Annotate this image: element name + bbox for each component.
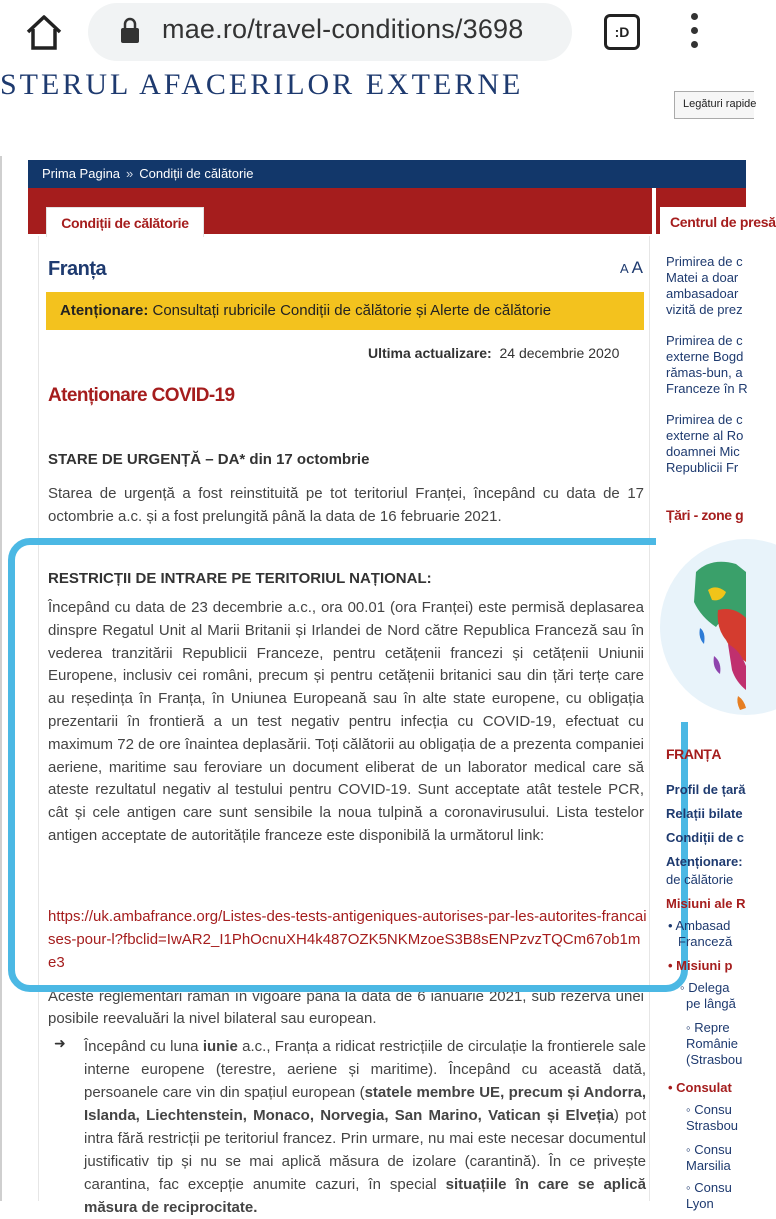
- repr-item[interactable]: ◦ Repre: [686, 1020, 730, 1035]
- news-line: rămas-bun, a: [666, 365, 743, 380]
- consulate-label: Consu: [694, 1142, 732, 1157]
- country-heading: FRANȚA: [666, 746, 722, 762]
- breadcrumb-home[interactable]: Prima Pagina: [42, 166, 121, 181]
- tab-travel-conditions[interactable]: Condiții de călătorie: [46, 207, 204, 237]
- home-icon[interactable]: [22, 10, 66, 54]
- consulate-city[interactable]: Marsilia: [686, 1158, 731, 1173]
- consulates-label: Consulat: [676, 1080, 732, 1095]
- missions-sub-heading: • Misiuni p: [668, 958, 733, 973]
- news-line: ambasadoar: [666, 286, 739, 301]
- consulate-item[interactable]: ◦ Consu: [686, 1180, 732, 1195]
- news-line: doamnei Mic: [666, 444, 740, 459]
- font-increase-button[interactable]: A: [631, 258, 643, 277]
- sidebar-news-1[interactable]: [666, 254, 743, 318]
- last-update-label: Ultima actualizare:: [368, 345, 492, 361]
- page-border: [0, 66, 2, 1201]
- font-decrease-button[interactable]: A: [620, 261, 628, 276]
- link-alerts[interactable]: Atenționare:: [666, 854, 743, 869]
- font-size-control: [620, 258, 643, 278]
- breadcrumb: [28, 160, 746, 188]
- news-line: Primirea de c: [666, 333, 743, 348]
- link-alerts-tail[interactable]: de călătorie: [666, 872, 734, 887]
- news-line: vizită de prez: [666, 302, 743, 317]
- news-line: Republicii Fr: [666, 460, 739, 475]
- bullet-paragraph: [84, 1035, 646, 1219]
- tab-press-center[interactable]: Centrul de presă: [660, 207, 750, 237]
- consulate-city[interactable]: Lyon: [686, 1196, 714, 1211]
- delegation-item[interactable]: ◦ Delega: [680, 980, 730, 995]
- sidebar: [656, 236, 748, 1211]
- link-relations[interactable]: Relații bilate: [666, 806, 743, 821]
- url-text[interactable]: mae.ro/travel-conditions/3698: [162, 14, 524, 44]
- bullet-intro: Începând cu luna: [84, 1038, 203, 1055]
- breadcrumb-current[interactable]: Condiții de călătorie: [139, 166, 254, 181]
- mission-item[interactable]: • Ambasad: [668, 918, 731, 933]
- lock-icon: [118, 16, 142, 44]
- mission-item-label: Ambasad: [675, 918, 731, 933]
- zones-heading: Țări - zone g: [666, 507, 744, 523]
- delegation-tail[interactable]: pe lângă: [686, 996, 736, 1011]
- link-conditions[interactable]: Condiții de c: [666, 830, 744, 845]
- world-map[interactable]: [656, 532, 746, 722]
- bullet-end: ) pot intra fără restricții pe teritoriul francez. Prin urmare, nu mai este necesar documentul justificativ tip și nu se mai aplică măsura de izolare (carantină). În ce privește carantina, fac excepție anumite cazuri, în special: [84, 1107, 646, 1193]
- news-line: Matei a doar: [666, 270, 739, 285]
- ministry-title[interactable]: STERUL AFACERILOR EXTERNE: [0, 68, 524, 101]
- bullet-mid: a.c., Franța a ridicat restricțiile de circulație la frontierele sale interne europene (terestre, aeriene și maritime). Începând cu această dată, persoanele care vin din spațiul european (: [84, 1038, 646, 1101]
- bullet-month: iunie: [202, 1038, 238, 1055]
- emergency-heading: STARE DE URGENȚĂ – DA* din 17 octombrie: [48, 451, 370, 468]
- emergency-paragraph: Starea de urgență a fost reinstituită pe tot teritoriul Franței, începând cu data de 17 octombrie a.c. și a fost prelungită până la data de 16 februarie 2021.: [48, 485, 644, 525]
- bullet-bold: statele membre UE, precum și Andorra, Islanda, Liechtenstein, Monaco, Norvegia, San Marino, Vatican și Elveția: [84, 1084, 646, 1124]
- consulate-city[interactable]: Strasbou: [686, 1118, 739, 1133]
- covid-heading: Atenționare COVID-19: [48, 385, 235, 406]
- consulates-heading: • Consulat: [668, 1080, 732, 1095]
- consulate-label: Consu: [694, 1180, 732, 1195]
- more-menu-icon[interactable]: [684, 10, 704, 54]
- quick-links-select[interactable]: Legături rapide: [674, 91, 754, 119]
- last-update: [368, 345, 619, 361]
- sidebar-news-3[interactable]: [666, 412, 743, 476]
- missions-sub-label: Misiuni p: [676, 958, 733, 973]
- restrictions-heading: RESTRICȚII DE INTRARE PE TERITORIUL NAȚIONAL:: [48, 570, 432, 587]
- delegation-label: Delega: [688, 980, 730, 995]
- repr-line[interactable]: Românie: [686, 1036, 739, 1051]
- alert-banner: [46, 292, 644, 330]
- news-line: Primirea de c: [666, 412, 743, 427]
- browser-toolbar: [0, 0, 746, 66]
- alert-label: Atenționare:: [60, 302, 149, 319]
- antigen-tests-link[interactable]: https://uk.ambafrance.org/Listes-des-tests-antigeniques-autorises-par-les-autorites-francaises-pour-l?fbclid=IwAR2_I1PhOcnuXH4k487OZK5NKMzoeS3B8sENPzvzTQCm67ob1me3: [48, 908, 647, 971]
- regulations-paragraph: Aceste reglementări rămân în vigoare până la data de 6 ianuarie 2021, sub rezerva unei posibile reevaluări la nivel bilateral sau european.: [48, 988, 644, 1027]
- site-header: [0, 66, 757, 156]
- sidebar-news-2[interactable]: [666, 333, 748, 397]
- link-profile[interactable]: Profil de țară: [666, 782, 746, 797]
- consulate-label: Consu: [694, 1102, 732, 1117]
- repr-line[interactable]: (Strasbou: [686, 1052, 743, 1067]
- repr-label: Repre: [694, 1020, 730, 1035]
- last-update-value: 24 decembrie 2020: [499, 345, 620, 361]
- breadcrumb-separator: »: [126, 166, 134, 181]
- bullet-bold2: situațiile în care se aplică măsura de reciprocitate.: [84, 1176, 646, 1216]
- consulate-item[interactable]: ◦ Consu: [686, 1102, 732, 1117]
- page-title: Franța: [48, 258, 107, 280]
- missions-heading: Misiuni ale R: [666, 896, 746, 911]
- restrictions-paragraph: Începând cu data de 23 decembrie a.c., ora 00.01 (ora Franței) este permisă deplasarea dinspre Regatul Unit al Marii Britanii și Irlandei de Nord către Republica Franceză sau în vederea tranzitării Republicii Franceze, pentru cetățenii francezi și cetățenii Uniunii Europene, inclusiv cei români, precum și pentru cetățenii britanici sau din țări terțe care au reședința în Franța, în Uniunea Europeană sau în alte state europene, cu obligația prezentarii în frontieră a un test negativ pentru infecția cu COVID-19, efectuat cu maximum 72 de ore înaintea deplasării. Toți călătorii au obligația de a prezenta companiei aeriene, maritime sau feroviare un document eliberat de un laborator medical care să ateste rezultatul negativ al testului pentru COVID-19. Sunt acceptate atât testele PCR, cât și cele antigen care sunt sensibile la noua tulpină a coronavirusului. Lista testelor antigen acceptate de autoritățile franceze este disponibilă la următorul link:: [48, 599, 644, 844]
- consulate-item[interactable]: ◦ Consu: [686, 1142, 732, 1157]
- alert-text: Consultați rubricile Condiții de călătorie și Alerte de călătorie: [148, 302, 552, 319]
- tabs-icon[interactable]: :D: [604, 14, 640, 50]
- news-line: Franceze în R: [666, 381, 748, 396]
- news-line: externe al Ro: [666, 428, 744, 443]
- news-line: Primirea de c: [666, 254, 743, 269]
- arrow-bullet-icon: ➜: [54, 1035, 66, 1051]
- mission-item-tail[interactable]: Franceză: [678, 934, 733, 949]
- news-line: externe Bogd: [666, 349, 744, 364]
